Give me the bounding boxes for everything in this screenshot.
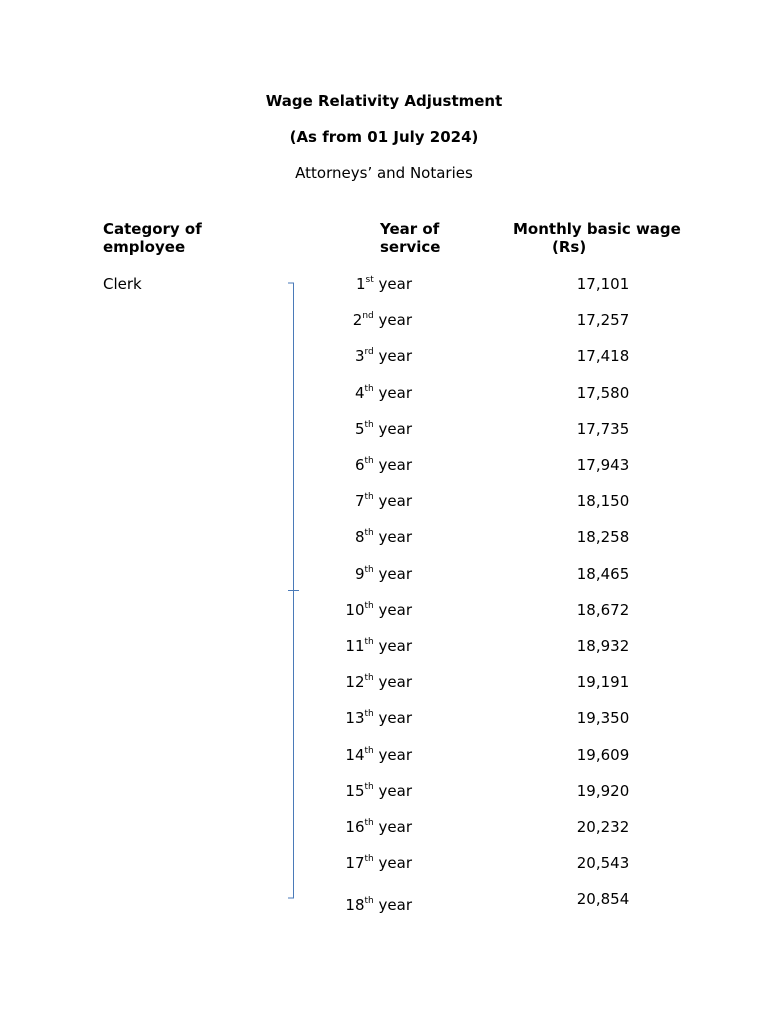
ordinal-suffix: th [364, 709, 374, 720]
year-number: 10 [345, 600, 365, 619]
year-unit: year [378, 383, 412, 402]
table-row [0, 564, 768, 584]
year-number: 3 [354, 347, 365, 366]
monthly-wage-cell: 17,257 [576, 311, 630, 330]
table-row [0, 889, 768, 915]
table-row [0, 419, 768, 439]
year-number: 7 [354, 492, 365, 511]
ordinal-suffix: th [364, 600, 374, 611]
year-of-service-cell [300, 527, 412, 547]
year-of-service-cell [300, 745, 412, 765]
year-unit: year [378, 600, 412, 619]
year-of-service-cell [300, 636, 412, 656]
table-row [0, 310, 768, 330]
monthly-wage-cell: 19,609 [576, 745, 630, 764]
year-unit: year [378, 709, 412, 728]
year-number: 12 [345, 673, 365, 692]
year-number: 1 [355, 275, 366, 293]
monthly-wage-cell: 19,191 [576, 673, 630, 692]
table-row [0, 383, 768, 403]
table-row [0, 455, 768, 475]
year-unit: year [378, 818, 412, 836]
monthly-wage-cell: 17,418 [576, 347, 630, 366]
year-unit: year [378, 781, 412, 800]
monthly-wage-cell: 17,943 [576, 456, 630, 474]
monthly-wage-cell: 19,350 [576, 709, 630, 728]
year-of-service-cell [300, 781, 412, 801]
table-row [0, 708, 768, 728]
year-of-service-cell [300, 383, 412, 403]
year-unit: year [378, 347, 412, 366]
ordinal-suffix: th [364, 818, 374, 828]
monthly-wage-cell: 18,258 [576, 528, 630, 547]
year-unit: year [378, 854, 412, 873]
category-clerk: Clerk [103, 275, 142, 293]
year-number: 2 [352, 311, 363, 330]
year-unit: year [378, 311, 412, 330]
year-number: 5 [354, 419, 365, 438]
ordinal-suffix: th [364, 456, 374, 466]
year-of-service-cell [300, 895, 412, 915]
year-unit: year [378, 673, 412, 692]
header-wage-line2: (Rs) [552, 238, 587, 256]
year-of-service-cell [300, 672, 412, 692]
table-row [0, 527, 768, 547]
year-unit: year [378, 564, 412, 583]
ordinal-suffix: th [364, 854, 374, 865]
ordinal-suffix: th [364, 637, 374, 647]
year-of-service-cell [300, 455, 412, 475]
monthly-wage-cell: 19,920 [576, 781, 630, 800]
year-unit: year [378, 419, 412, 438]
year-of-service-cell [300, 419, 412, 439]
table-row [0, 491, 768, 511]
ordinal-suffix: st [365, 275, 374, 285]
year-number: 8 [354, 528, 365, 547]
document-title: Wage Relativity Adjustment [265, 92, 503, 110]
year-of-service-cell [300, 564, 412, 584]
monthly-wage-cell: 17,735 [576, 419, 630, 438]
monthly-wage-cell: 20,232 [576, 818, 630, 836]
monthly-wage-cell: 20,854 [576, 890, 630, 909]
monthly-wage-cell: 18,150 [576, 492, 630, 511]
year-unit: year [378, 637, 412, 655]
effective-date: (As from 01 July 2024) [289, 128, 479, 146]
monthly-wage-cell: 18,672 [576, 600, 630, 619]
ordinal-suffix: th [364, 781, 374, 792]
ordinal-suffix: rd [364, 347, 374, 358]
year-of-service-cell [300, 310, 412, 330]
ordinal-suffix: th [364, 673, 374, 684]
year-number: 18 [345, 896, 365, 915]
table-row [0, 346, 768, 366]
ordinal-suffix: th [364, 745, 374, 756]
table-row [0, 672, 768, 692]
monthly-wage-cell: 18,932 [576, 637, 630, 655]
table-row [0, 636, 768, 656]
monthly-wage-cell: 18,465 [576, 564, 630, 583]
header-wage-line1: Monthly basic wage [513, 220, 681, 238]
year-number: 17 [345, 854, 365, 873]
year-unit: year [378, 492, 412, 511]
year-unit: year [378, 896, 412, 915]
ordinal-suffix: th [364, 564, 374, 575]
table-row [0, 781, 768, 801]
year-unit: year [378, 528, 412, 547]
year-of-service-cell [300, 491, 412, 511]
monthly-wage-cell: 17,580 [576, 383, 630, 402]
header-category-line1: Category of [103, 220, 202, 238]
ordinal-suffix: th [364, 896, 374, 907]
ordinal-suffix: th [364, 528, 374, 539]
year-of-service-cell [300, 817, 412, 837]
year-of-service-cell [300, 708, 412, 728]
year-of-service-cell [300, 600, 412, 620]
year-number: 4 [354, 383, 365, 402]
monthly-wage-cell: 20,543 [576, 854, 630, 873]
ordinal-suffix: th [364, 419, 374, 430]
year-number: 13 [345, 709, 365, 728]
year-number: 11 [345, 637, 365, 655]
year-unit: year [378, 275, 412, 293]
year-of-service-cell [300, 346, 412, 366]
table-row [0, 817, 768, 837]
year-unit: year [378, 456, 412, 474]
year-of-service-cell [300, 853, 412, 873]
ordinal-suffix: th [364, 383, 374, 394]
header-category-line2: employee [103, 238, 186, 256]
header-year-line1: Year of [380, 220, 440, 238]
monthly-wage-cell: 17,101 [576, 275, 630, 293]
table-row [0, 745, 768, 765]
table-row [0, 274, 768, 294]
year-number: 9 [354, 564, 365, 583]
ordinal-suffix: nd [362, 311, 374, 322]
year-number: 16 [345, 818, 365, 836]
year-number: 14 [345, 745, 365, 764]
table-row [0, 853, 768, 873]
year-number: 6 [354, 456, 365, 474]
ordinal-suffix: th [364, 492, 374, 503]
year-number: 15 [345, 781, 365, 800]
sector-name: Attorneys’ and Notaries [295, 164, 473, 182]
header-year-line2: service [380, 238, 441, 256]
year-of-service-cell [300, 274, 412, 294]
year-unit: year [378, 745, 412, 764]
table-row [0, 600, 768, 620]
